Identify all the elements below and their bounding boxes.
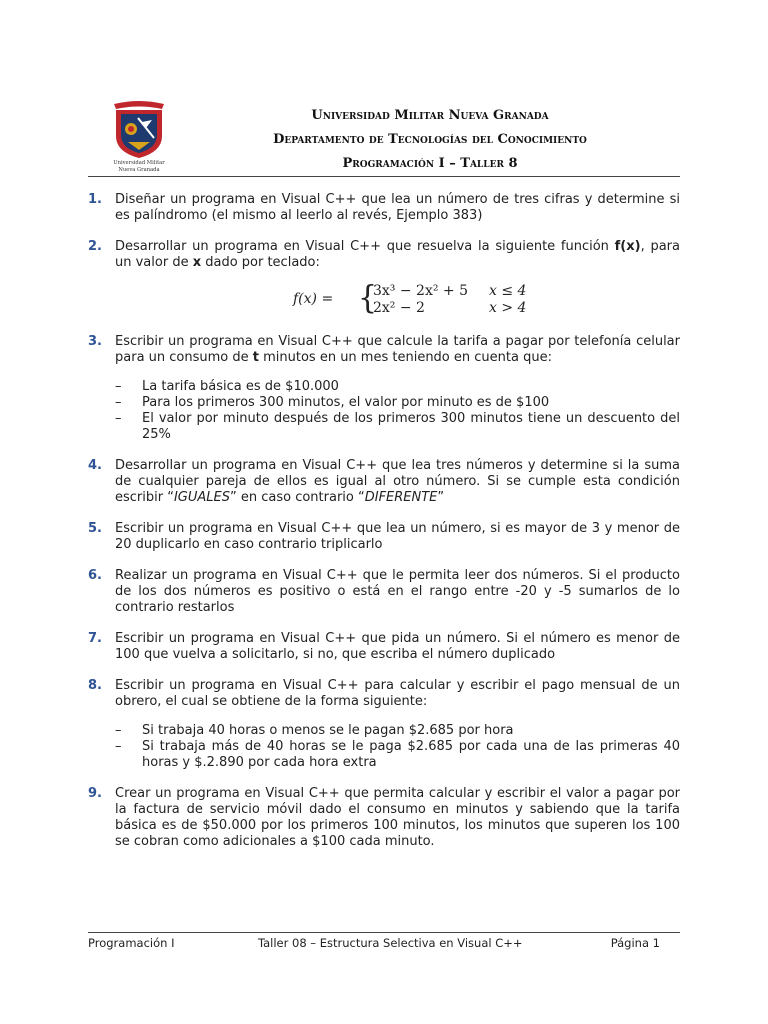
- formula-lhs: f(x) =: [293, 291, 334, 307]
- list-item: – Si trabaja 40 horas o menos se le pagan $2.685 por hora: [115, 723, 514, 738]
- exercise-item: [88, 458, 680, 506]
- exercise-text: Realizar un programa en Visual C++ que le permita leer dos números. Si el producto de los dos números es positivo o está en el rango entre -20 y -5 sumarlos de lo contrario restarlos: [115, 568, 680, 615]
- footer-title: Taller 08 – Estructura Selectiva en Visual C++: [258, 936, 523, 950]
- exercise-text: Diseñar un programa en Visual C++ que lea un número de tres cifras y determine si es palíndromo (el mismo al leerlo al revés, Ejemplo 383): [115, 192, 680, 223]
- exercise-item: [88, 192, 680, 224]
- logo-text-line1: Universidad Militar: [113, 160, 165, 166]
- exercise-number: 1.: [88, 192, 102, 207]
- exercise-number: 3.: [88, 334, 102, 349]
- bullet-list: [115, 379, 680, 443]
- exercise-text: Escribir un programa en Visual C++ que pida un número. Si el número es menor de 100 que vuelva a solicitarlo, si no, que escriba el número duplicado: [115, 631, 680, 662]
- logo-text-line2: Nueva Granada: [118, 167, 160, 173]
- exercise-text: Crear un programa en Visual C++ que permita calcular y escribir el valor a pagar por la factura de servicio móvil dado el consumo en minutos y sabiendo que la tarifa básica es de $50.000 por los primeros 100 minutos, los minutos que superen los 100 se cobran como adicionales a $100 cada minuto.: [115, 786, 680, 849]
- formula-condition-1: x ≤ 4: [489, 283, 527, 299]
- exercise-number: 5.: [88, 521, 102, 536]
- university-logo: [106, 98, 172, 174]
- piecewise-formula: [115, 280, 680, 317]
- formula-brace: {: [358, 280, 378, 317]
- exercise-number: 6.: [88, 568, 102, 583]
- formula-condition-2: x > 4: [489, 300, 527, 316]
- exercise-number: 9.: [88, 786, 102, 801]
- exercise-number: 7.: [88, 631, 102, 646]
- bullet-list: [115, 723, 680, 771]
- exercise-text: Desarrollar un programa en Visual C++ que resuelva la siguiente función f(x), para un valor de x dado por teclado:: [115, 239, 680, 270]
- exercise-text: Escribir un programa en Visual C++ que calcule la tarifa a pagar por telefonía celular para un consumo de t minutos en un mes teniendo en cuenta que:: [115, 334, 680, 365]
- exercise-number: 8.: [88, 678, 102, 693]
- exercise-item: [88, 239, 680, 319]
- exercise-item: [88, 631, 680, 663]
- university-name: Universidad Militar Nueva Granada: [311, 108, 549, 123]
- exercise-item: [88, 568, 680, 616]
- department-name: Departamento de Tecnologías del Conocimiento: [273, 132, 587, 147]
- document-header: [180, 104, 680, 176]
- list-item: – La tarifa básica es de $10.000: [115, 379, 339, 394]
- exercise-number: 4.: [88, 458, 102, 473]
- exercise-item: [88, 786, 680, 850]
- exercise-list: [88, 192, 680, 865]
- header-divider: [88, 176, 680, 177]
- list-item: – Para los primeros 300 minutos, el valor por minuto es de $100: [115, 395, 550, 410]
- exercise-item: [88, 334, 680, 443]
- exercise-number: 2.: [88, 239, 102, 254]
- course-title: Programación I – Taller 8: [342, 156, 518, 171]
- page-number: Página 1: [610, 936, 660, 950]
- exercise-item: [88, 521, 680, 553]
- exercise-text: Escribir un programa en Visual C++ para calcular y escribir el pago mensual de un obrero, el cual se obtiene de la forma siguiente:: [115, 678, 680, 709]
- list-item: – El valor por minuto después de los primeros 300 minutos tiene un descuento del 25%: [115, 411, 680, 442]
- footer-course: Programación I: [88, 936, 175, 950]
- exercise-item: [88, 678, 680, 771]
- exercise-text: Desarrollar un programa en Visual C++ que lea tres números y determine si la suma de cualquier pareja de ellos es igual al otro número. Si se cumple esta condición escribir “IGUALES” en caso contrario “DIFERENTE”: [115, 458, 680, 505]
- exercise-text: Escribir un programa en Visual C++ que lea un número, si es mayor de 3 y menor de 20 duplicarlo en caso contrario triplicarlo: [115, 521, 680, 552]
- list-item: – Si trabaja más de 40 horas se le paga $2.685 por cada una de las primeras 40 horas y $.2.890 por cada hora extra: [115, 739, 680, 770]
- footer-divider: [88, 932, 680, 933]
- formula-case-2: 2x² − 2: [373, 300, 425, 316]
- formula-case-1: 3x³ − 2x² + 5: [373, 283, 468, 299]
